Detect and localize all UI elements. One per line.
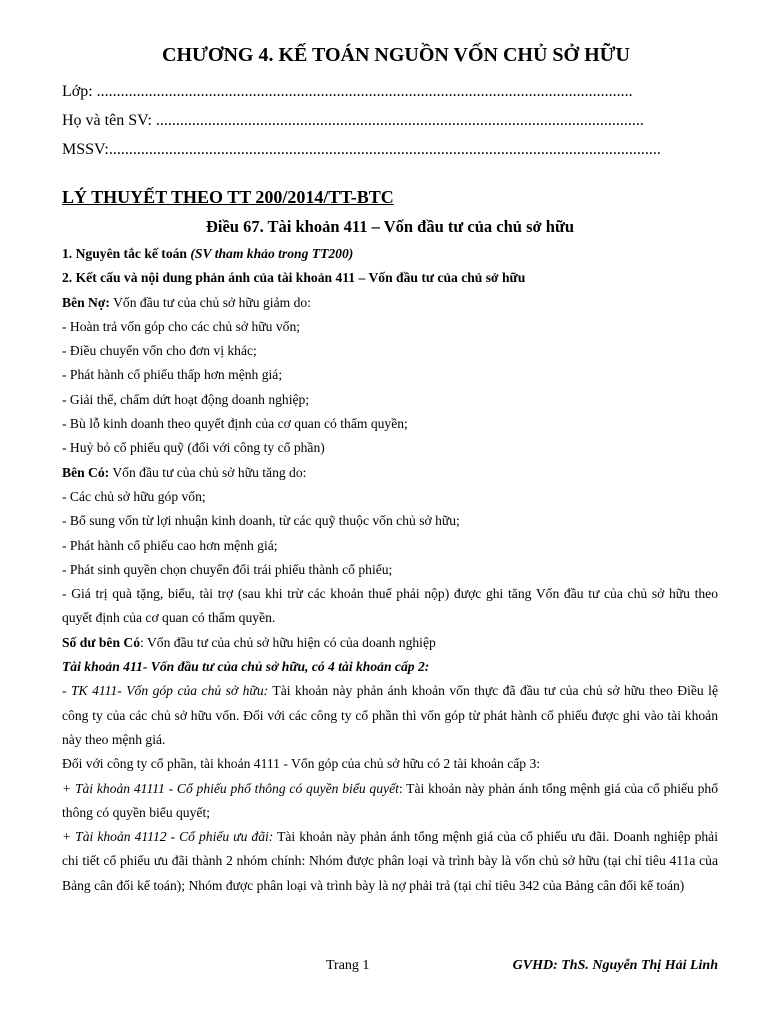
page-number: Trang 1: [326, 958, 370, 973]
tk41111-label: + Tài khoản 41111 - Cổ phiếu phổ thông có quyền biểu quyết: [62, 780, 399, 796]
list-item: - Bổ sung vốn từ lợi nhuận kinh doanh, từ các quỹ thuộc vốn chủ sở hữu;: [62, 513, 460, 529]
tk4111-label: - TK 4111- Vốn góp của chủ sở hữu:: [62, 683, 269, 699]
debit-label: Bên Nợ:: [62, 294, 110, 310]
credit-label: Bên Có:: [62, 464, 110, 480]
debit-text: Vốn đầu tư của chủ sở hữu giảm do:: [109, 294, 311, 310]
debit-paragraph: [62, 291, 718, 315]
list-item: - Các chủ sở hữu góp vốn;: [62, 488, 206, 504]
list-item: - Giá trị quà tặng, biếu, tài trợ (sau khi trừ các khoản thuế phải nộp) được ghi tăng Vốn đầu tư của chủ sở hữu theo quyết định của cơ quan có thẩm quyền.: [62, 586, 718, 626]
tk41111-paragraph: [62, 777, 718, 826]
subaccounts-title: Tài khoản 411- Vốn đầu tư của chủ sở hữu, có 4 tài khoản cấp 2:: [62, 659, 430, 675]
structure-heading: 2. Kết cấu và nội dung phản ánh của tài khoản 411 – Vốn đầu tư của chủ sở hữu: [62, 270, 526, 286]
balance-text: : Vốn đầu tư của chủ sở hữu hiện có của doanh nghiệp: [140, 634, 436, 650]
tk41112-label: + Tài khoản 41112 - Cổ phiếu ưu đãi:: [62, 829, 274, 845]
list-item: - Điều chuyển vốn cho đơn vị khác;: [62, 343, 257, 359]
article-title: Điều 67. Tài khoản 411 – Vốn đầu tư của chủ sở hữu: [205, 217, 575, 236]
balance-paragraph: [62, 631, 718, 655]
credit-paragraph: [62, 461, 718, 485]
teacher-name: GVHD: ThS. Nguyễn Thị Hải Linh: [512, 958, 718, 973]
credit-text: Vốn đầu tư của chủ sở hữu tăng do:: [109, 464, 307, 480]
tk4111-text: Tài khoản này phản ánh khoản vốn thực đã đầu tư của chủ sở hữu theo Điều lệ công ty của các chủ sở hữu vốn. Đối với các công ty cổ phần thì vốn góp từ phát hành cổ phiếu được ghi vào tài khoản này theo mệnh giá.: [62, 683, 718, 747]
tk41112-paragraph: [62, 825, 718, 898]
class-field: Lớp: ......................................................................................................................................: [62, 83, 633, 100]
document-body: [62, 242, 718, 898]
chapter-title: CHƯƠNG 4. KẾ TOÁN NGUỒN VỐN CHỦ SỞ HỮU: [162, 44, 630, 66]
student-id-field: MSSV:..........................................................................................................................................: [62, 141, 661, 158]
list-item: - Phát hành cổ phiếu cao hơn mệnh giá;: [62, 537, 278, 553]
list-item: - Huỷ bỏ cổ phiếu quỹ (đối với công ty cổ phần): [62, 440, 325, 456]
list-item: - Phát sinh quyền chọn chuyển đổi trái phiếu thành cổ phiếu;: [62, 561, 393, 577]
balance-label: Số dư bên Có: [62, 634, 141, 650]
document-page: [62, 44, 718, 898]
principle-heading: [62, 242, 718, 266]
tk4111-note: Đối với công ty cổ phần, tài khoản 4111 - Vốn góp của chủ sở hữu có 2 tài khoản cấp 3:: [62, 756, 541, 772]
page-footer: [62, 958, 718, 982]
principle-heading-text: 1. Nguyên tắc kế toán: [62, 246, 191, 261]
tk41112-text: Tài khoản này phản ánh tổng mệnh giá của cổ phiếu ưu đãi. Doanh nghiệp phải chi tiết cổ phiếu ưu đãi thành 2 nhóm chính: Nhóm được phân loại và trình bày là vốn chủ sở hữu (tại chỉ tiêu 411a của Bảng cân đối kế toán); Nhóm được phân loại và trình bày là nợ phải trả (tại chỉ tiêu 342 của Bảng cân đối kế toán): [62, 829, 718, 893]
tk41111-text: : Tài khoản này phản ánh tổng mệnh giá của cổ phiếu phổ thông có quyền biểu quyết;: [62, 780, 718, 820]
list-item: - Bù lỗ kinh doanh theo quyết định của cơ quan có thẩm quyền;: [62, 416, 408, 432]
list-item: - Phát hành cổ phiếu thấp hơn mệnh giá;: [62, 367, 283, 383]
spacer: [62, 164, 718, 184]
student-name-field: Họ và tên SV: ..........................................................................................................................: [62, 112, 644, 129]
list-item: - Hoàn trả vốn góp cho các chủ sở hữu vốn;: [62, 318, 301, 334]
tk4111-paragraph: [62, 679, 718, 752]
list-item: - Giải thể, chấm dứt hoạt động doanh nghiệp;: [62, 391, 310, 407]
section-title: LÝ THUYẾT THEO TT 200/2014/TT-BTC: [62, 187, 394, 207]
principle-heading-note: (SV tham khảo trong TT200): [190, 246, 354, 261]
